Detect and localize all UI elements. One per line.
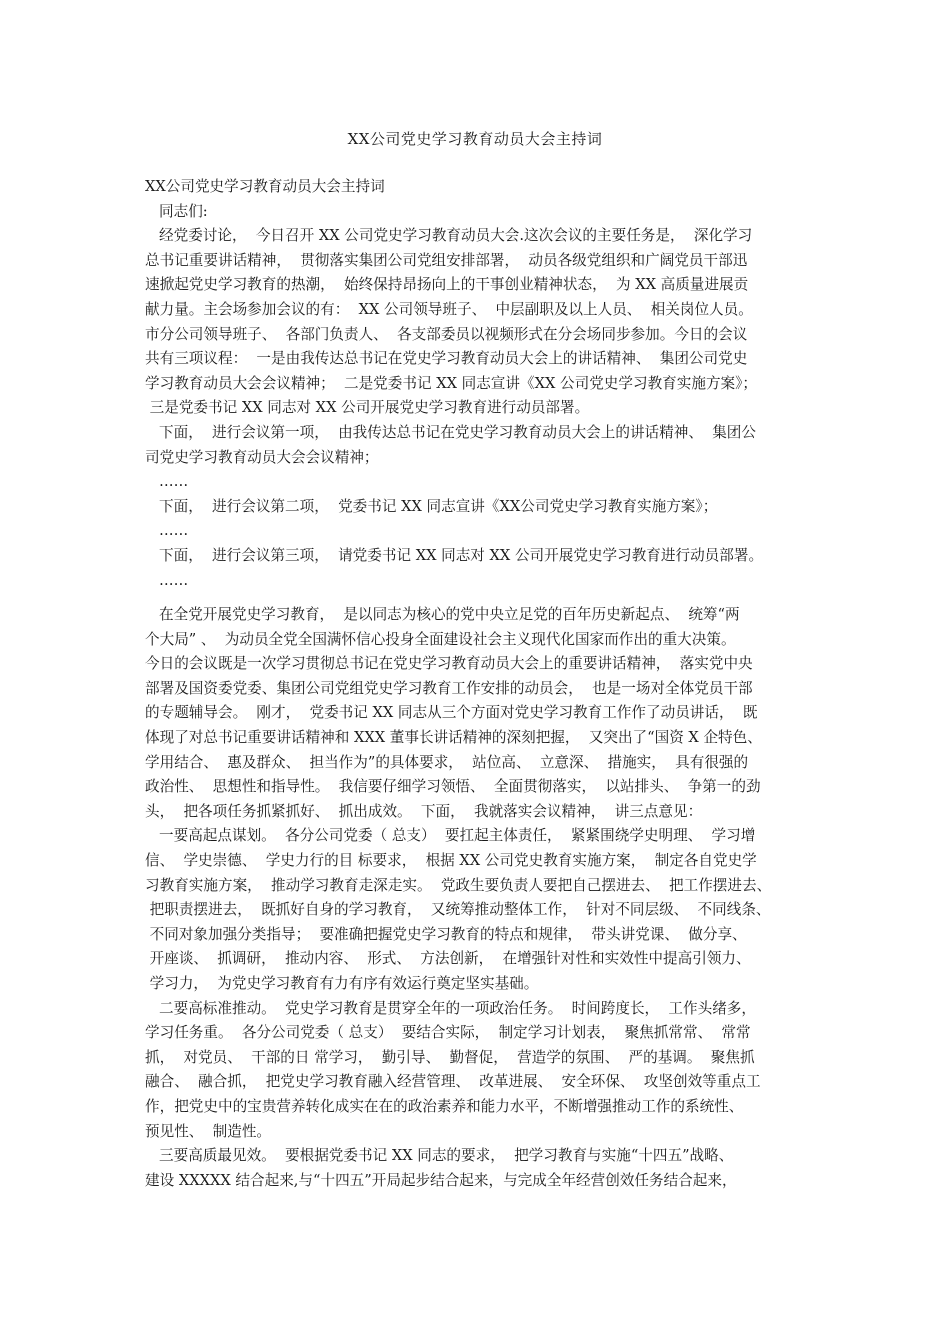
ellipsis-line: …… [159,571,189,589]
text-line: 三是党委书记 XX 同志对 XX 公司开展党史学习教育进行动员部署。 [145,399,590,417]
text-line: 的专题辅导会。 刚才， 党委书记 XX 同志从三个方面对党史学习教育工作作了动员讲话， 既 [145,704,758,722]
text-line: 部署及国资委党委、集团公司党组党史学习教育工作安排的动员会， 也是一场对全体党员干部 [145,679,753,697]
text-line: 融合、 融合抓， 把党史学习教育融入经营管理、 改革进展、 安全环保、 攻坚创效等重点工 [145,1073,761,1091]
text-line: 学习教育动员大会会议精神； 二是党委书记 XX 同志宣讲《XX 公司党史学习教育实施方案》； [145,374,758,392]
text-line: 学习任务重。 各分公司党委（ 总支） 要结合实际， 制定学习计划表， 聚焦抓常常、 常常 [145,1024,751,1042]
greeting-line: 同志们: [159,202,208,220]
ellipsis-line: …… [159,522,189,540]
text-line: 体现了对总书记重要讲话精神和 XXX 董事长讲话精神的深刻把握， 又突出了“国资 X 企特色、 [145,729,762,747]
text-line: 市分公司领导班子、 各部门负责人、 各支部委员以视频形式在分会场同步参加。今日的会议 [145,325,748,343]
ellipsis-line: …… [159,473,189,491]
text-line: 抓， 对党员、 干部的日 常学习， 勤引导、 勤督促， 营造学的氛围、 严的基调。 聚焦抓 [145,1048,755,1066]
text-line: 下面， 进行会议第三项， 请党委书记 XX 同志对 XX 公司开展党史学习教育进行动员部署。 [159,546,764,564]
text-line: 学用结合、 惠及群众、 担当作为”的具体要求， 站位高、 立意深、 措施实， 具有很强的 [145,753,749,771]
text-line: 政治性、 思想性和指导性。 我信要仔细学习领悟、 全面贯彻落实， 以站排头、 争第一的劲 [145,778,761,796]
text-line: 经党委讨论， 今日召开 XX 公司党史学习教育动员大会.这次会议的主要任务是， 深化学习 [159,227,753,245]
text-line: 献力量。主会场参加会议的有： XX 公司领导班子、 中层副职及以上人员、 相关岗位人员。 [145,300,753,318]
text-line: 建设 XXXXX 结合起来,与“十四五”开局起步结合起来，与完成全年经营创效任务结合起来， [145,1171,737,1189]
text-line: 预见性、 制造性。 [145,1122,272,1140]
text-line: 个大局” 、 为动员全党全国满怀信心投身全面建设社会主义现代化国家而作出的重大决策。 [145,630,736,648]
paragraph-gap [145,593,830,603]
text-line: 二要高标准推动。 党史学习教育是贯穿全年的一项政治任务。 时间跨度长， 工作头绪多， [159,999,756,1017]
text-line: 共有三项议程： 一是由我传达总书记在党史学习教育动员大会上的讲话精神、 集团公司党史 [145,350,748,368]
text-line: 下面， 进行会议第二项， 党委书记 XX 同志宣讲《XX公司党史学习教育实施方案》； [159,497,718,515]
subtitle-line: XX公司党史学习教育动员大会主持词 [145,178,385,195]
document-body [145,175,830,1193]
text-line: 信、 学史崇德、 学史力行的目 标要求， 根据 XX 公司党史教育实施方案， 制定各自党史学 [145,852,757,870]
text-line: 把职责摆进去， 既抓好自身的学习教育， 又统筹推动整体工作， 针对不同层级、 不同线条、 [145,901,771,919]
text-line: 在全党开展党史学习教育， 是以同志为核心的党中央立足党的百年历史新起点、 统筹“两 [159,606,740,624]
document-title: XX公司党史学习教育动员大会主持词 [347,130,603,148]
text-line: 头， 把各项任务抓紧抓好、 抓出成效。 下面， 我就落实会议精神， 讲三点意见： [145,802,703,820]
text-line: 不同对象加强分类指导； 要准确把握党史学习教育的特点和规律， 带头讲党课、 做分享、 [145,925,747,943]
text-line: 学习力， 为党史学习教育有力有序有效运行奠定坚实基础。 [145,975,539,992]
text-line: 今日的会议既是一次学习贯彻总书记在党史学习教育动员大会上的重要讲话精神， 落实党中央 [145,655,753,673]
text-line: 司党史学习教育动员大会会议精神； [145,448,379,466]
text-line: 速掀起党史学习教育的热潮， 始终保持昂扬向上的干事创业精神状态， 为 XX 高质量进展贡 [145,276,749,294]
text-line: 开座谈、 抓调研， 推动内容、 形式、 方法创新， 在增强针对性和实效性中提高引领力、 [145,950,751,968]
text-line: 三要高质最见效。 要根据党委书记 XX 同志的要求， 把学习教育与实施“十四五”战略、 [159,1147,734,1165]
text-line: 一要高起点谋划。 各分公司党委（ 总支） 要扛起主体责任， 紧紧围绕学史明理、 学习增 [159,827,756,845]
text-line: 作，把党史中的宝贵营养转化成实在在的政治素养和能力水平，不断增强推动工作的系统性、 [145,1097,744,1115]
text-line: 总书记重要讲话精神， 贯彻落实集团公司党组安排部署， 动员各级党组织和广阔党员干部迅 [145,251,748,269]
text-line: 习教育实施方案， 推动学习教育走深走实。 党政生要负责人要把自己摆进去、 把工作摆进去、 [145,876,772,894]
text-line: 下面， 进行会议第一项， 由我传达总书记在党史学习教育动员大会上的讲话精神、 集团公 [159,423,756,441]
